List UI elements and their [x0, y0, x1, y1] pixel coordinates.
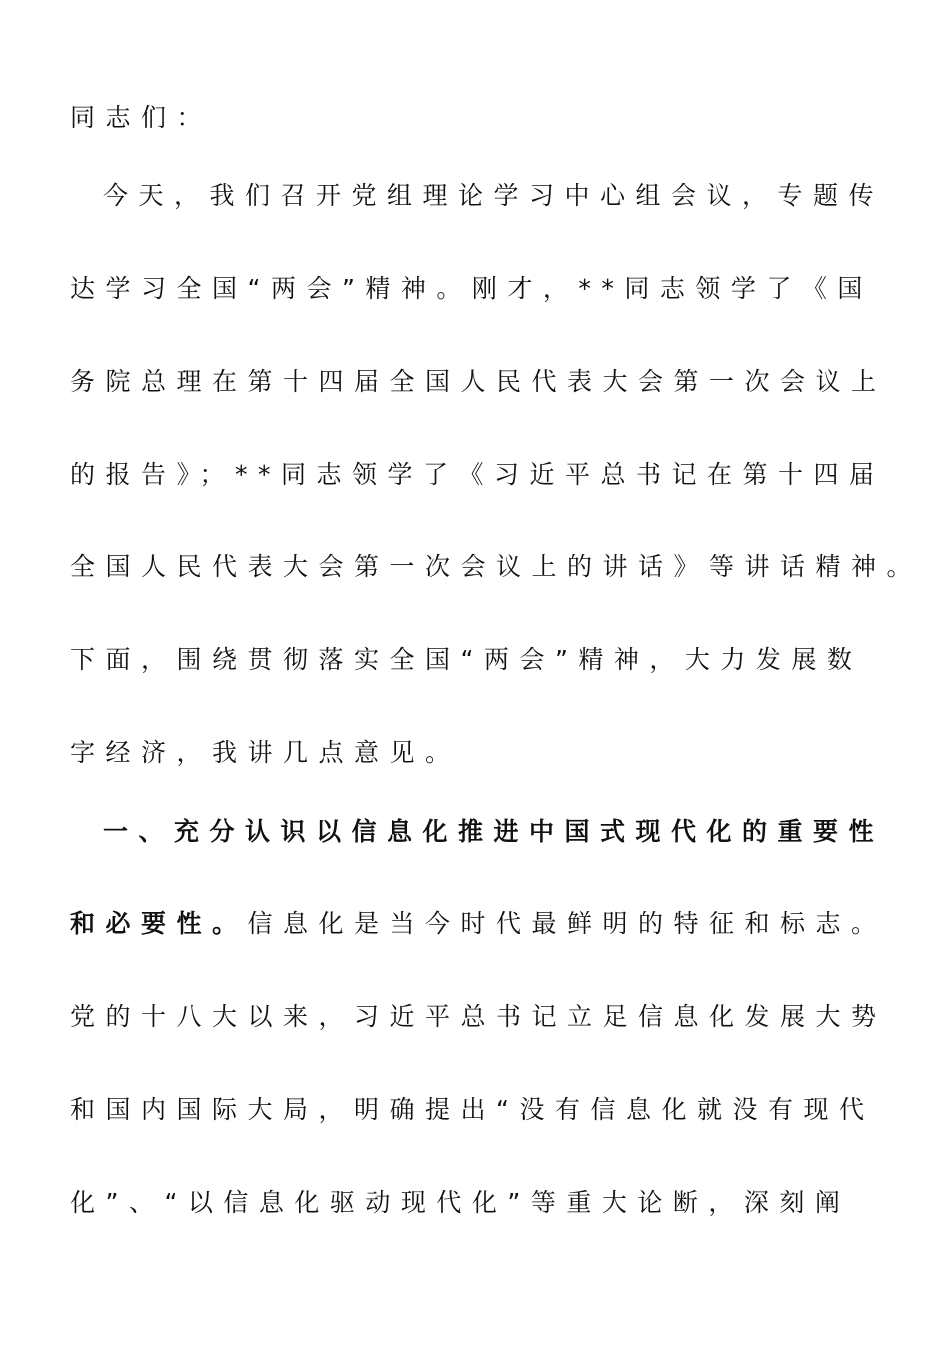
paragraph-line: 化”、“以信息化驱动现代化”等重大论断，深刻阐	[70, 1188, 851, 1217]
paragraph-line: 达学习全国“两会”精神。刚才，**同志领学了《国	[70, 274, 873, 303]
paragraph-line: 字经济，我讲几点意见。	[70, 738, 461, 767]
paragraph-text: 信息化是当今时代最鲜明的特征和标志。	[247, 909, 887, 938]
paragraph-line: 党的十八大以来，习近平总书记立足信息化发展大势	[70, 1002, 887, 1031]
paragraph-line: 下面，围绕贯彻落实全国“两会”精神，大力发展数	[70, 645, 863, 674]
section-heading: 一、充分认识以信息化推进中国式现代化的重要性	[103, 817, 885, 846]
paragraph-line: 全国人民代表大会第一次会议上的讲话》等讲话精神。	[70, 552, 923, 581]
paragraph-line: 和国内国际大局，明确提出“没有信息化就没有现代	[70, 1095, 875, 1124]
heading-continuation-line	[70, 908, 887, 940]
salutation: 同志们：	[70, 103, 213, 132]
paragraph-line: 的报告》；**同志领学了《习近平总书记在第十四届	[70, 460, 885, 489]
paragraph-line: 务院总理在第十四届全国人民代表大会第一次会议上	[70, 367, 887, 396]
paragraph-line: 今天，我们召开党组理论学习中心组会议，专题传	[103, 181, 885, 210]
section-heading-tail: 和必要性。	[70, 909, 248, 938]
